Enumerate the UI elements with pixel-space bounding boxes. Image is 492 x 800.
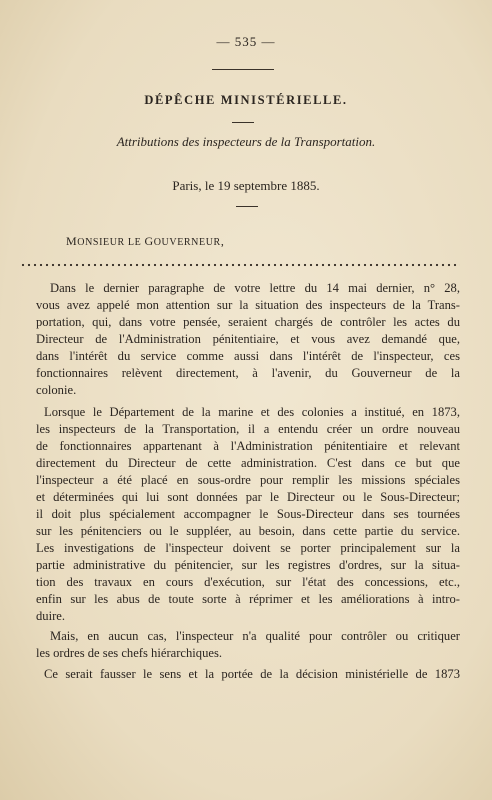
body-line: Les investigations de l'inspecteur doivent se porter principalement sur la bbox=[36, 541, 460, 555]
body-line: duire. bbox=[36, 609, 66, 623]
body-line: partie administrative du pénitencier, sur les registres d'ordres, sur la situa- bbox=[36, 558, 460, 572]
body-line: Dans le dernier paragraphe de votre lettre du 14 mai dernier, n° 28, bbox=[50, 281, 460, 295]
body-line: tion des travaux en cours d'exécution, sur l'état des concessions, etc., bbox=[36, 575, 460, 589]
salutation-mid: LE bbox=[124, 237, 145, 248]
salutation bbox=[66, 234, 224, 249]
salutation-end: , bbox=[220, 234, 225, 248]
document-subtitle: Attributions des inspecteurs de la Transportation. bbox=[116, 134, 376, 149]
salutation-second-initial: G bbox=[144, 234, 154, 248]
body-line: portation, qui, dans votre pensée, seraient chargés de contrôler les actes du bbox=[36, 315, 460, 329]
body-line: sur les pénitenciers ou le suppléer, au besoin, dans cette partie du service. bbox=[36, 524, 460, 538]
body-line: Lorsque le Département de la marine et des colonies a institué, en 1873, bbox=[44, 405, 460, 419]
page-number: — 535 — bbox=[216, 34, 276, 49]
salutation-first-rest: ONSIEUR bbox=[77, 237, 125, 248]
body-line: Ce serait fausser le sens et la portée de la décision ministérielle de 1873 bbox=[44, 667, 460, 681]
body-line: Directeur de l'Administration pénitentiaire, et vous avez demandé que, bbox=[36, 332, 460, 346]
body-line: vous avez appelé mon attention sur la situation des inspecteurs de la Trans- bbox=[36, 298, 460, 312]
document-heading: DÉPÊCHE MINISTÉRIELLE. bbox=[144, 93, 348, 107]
dotted-separator bbox=[20, 262, 460, 268]
body-line: colonie. bbox=[36, 383, 77, 397]
salutation-second-rest: OUVERNEUR bbox=[153, 237, 221, 248]
body-line: il doit plus spécialement accompagner le Sous-Directeur dans ses tournées bbox=[36, 507, 460, 521]
body-line: de fonctionnaires appartenant à l'Administration pénitentiaire et relevant bbox=[36, 439, 460, 453]
body-line: fonctionnaires relèvent directement, à l'avenir, du Gouverneur de la bbox=[36, 366, 460, 380]
body-line: les ordres de ses chefs hiérarchiques. bbox=[36, 646, 223, 660]
body-line: enfin sur les abus de toute sorte à réprimer et les améliorations à intro- bbox=[36, 592, 460, 606]
dateline: Paris, le 19 septembre 1885. bbox=[172, 178, 320, 193]
body-line: directement du Directeur de cette administration. C'est dans ce but que bbox=[36, 456, 460, 470]
salutation-first-initial: M bbox=[66, 234, 78, 248]
body-line: les inspecteurs de la Transportation, il a entendu créer un ordre nouveau bbox=[36, 422, 460, 436]
body-line: et déterminées qui lui sont données par le Directeur ou le Sous-Directeur; bbox=[36, 490, 460, 504]
dateline-rule bbox=[236, 206, 258, 207]
body-line: l'inspecteur a été placé en sous-ordre pour remplir les missions spéciales bbox=[36, 473, 460, 487]
heading-rule bbox=[232, 122, 254, 123]
header-rule bbox=[212, 69, 274, 70]
body-line: Mais, en aucun cas, l'inspecteur n'a qualité pour contrôler ou critiquer bbox=[50, 629, 460, 643]
body-line: dans l'intérêt du service comme aussi dans l'intérêt de l'inspecteur, ces bbox=[36, 349, 460, 363]
